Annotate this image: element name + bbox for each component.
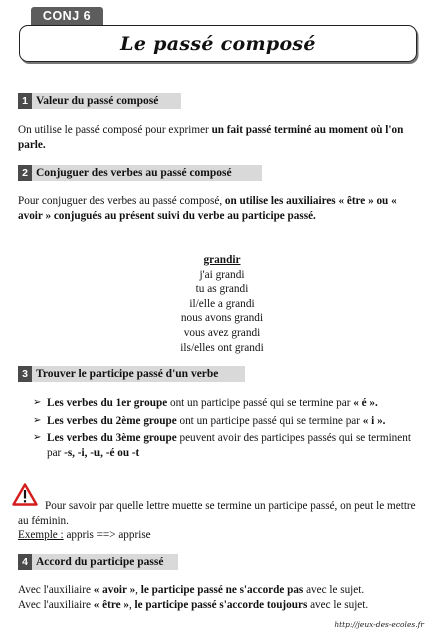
- list-item: [33, 431, 425, 460]
- arrow-bullet-icon: ➢: [33, 414, 42, 426]
- list-item: [33, 414, 425, 429]
- text-normal: ,: [135, 584, 141, 596]
- example-line: [18, 528, 422, 543]
- section-number: 3: [18, 366, 32, 382]
- section-2-text: [18, 194, 422, 223]
- section-title: Trouver le participe passé d'un verbe: [32, 366, 245, 382]
- section-1-text: [18, 123, 422, 152]
- conjugation-line: nous avons grandi: [180, 312, 264, 325]
- section-3-header: [18, 366, 245, 382]
- section-4-line-1: [18, 583, 422, 598]
- section-2-header: [18, 165, 262, 181]
- text-normal: On utilise le passé composé pour exprimer: [18, 124, 212, 136]
- conjugation-line: tu as grandi: [195, 283, 249, 296]
- text-normal: avec le sujet.: [303, 584, 365, 596]
- page-title: Le passé composé: [120, 32, 316, 55]
- section-1-header: [18, 93, 181, 109]
- section-title: Conjuguer des verbes au passé composé: [32, 165, 262, 181]
- text-normal: ,: [128, 599, 135, 611]
- example-label: Exemple :: [18, 529, 64, 541]
- section-title: Valeur du passé composé: [32, 93, 181, 109]
- text-bold: on utilise les auxiliaires « être » ou « avoir » conjugués au présent suivi du verbe au participe passé.: [18, 195, 397, 222]
- footer-url: http://jeux-des-ecoles.fr: [334, 620, 424, 629]
- text-bold: « avoir »: [93, 584, 136, 596]
- text-normal: ont un participe passé qui se termine par: [176, 414, 363, 427]
- text-normal: ont un participe passé qui se termine par: [167, 397, 354, 409]
- section-number: 1: [18, 93, 32, 109]
- title-box: [19, 25, 417, 62]
- text-bold: le participe passé s'accorde toujours: [134, 599, 308, 611]
- text-bold: « être »: [93, 599, 129, 611]
- section-4-line-2: [18, 598, 422, 613]
- conjugation-line: ils/elles ont grandi: [180, 341, 264, 354]
- text-bold: Les verbes du 2ème groupe: [47, 414, 177, 427]
- text-normal: Avec l'auxiliaire: [18, 599, 94, 611]
- section-number: 2: [18, 165, 32, 181]
- text-bold: un fait passé terminé au moment où l'on parle.: [18, 124, 404, 151]
- text-normal: avec le sujet.: [307, 599, 369, 611]
- text-normal: peuvent avoir des participes passés qui se terminent par: [47, 432, 411, 459]
- text-bold: Les verbes du 1er groupe: [47, 397, 168, 409]
- text-bold: « i ».: [362, 414, 386, 427]
- conjugation-block: [0, 253, 444, 355]
- section-4-header: [18, 554, 178, 570]
- section-number: 4: [18, 554, 32, 570]
- arrow-bullet-icon: ➢: [33, 397, 42, 408]
- example-text: appris ==> apprise: [63, 529, 151, 541]
- section-title: Accord du participe passé: [32, 554, 178, 570]
- conjugation-line: vous avez grandi: [183, 326, 261, 339]
- conjugation-verb: grandir: [203, 254, 241, 266]
- text-bold: Les verbes du 3ème groupe: [47, 432, 177, 445]
- arrow-bullet-icon: ➢: [33, 432, 42, 444]
- text-bold: -s, -i, -u, -é ou -t: [64, 446, 140, 459]
- conjugation-line: j'ai grandi: [199, 268, 245, 281]
- conjugation-line: il/elle a grandi: [189, 297, 255, 310]
- text-normal: Pour conjuguer des verbes au passé composé,: [18, 195, 225, 207]
- tip-text: Pour savoir par quelle lettre muette se termine un participe passé, on peut le mettre au féminin.: [18, 500, 416, 527]
- header-tab: CONJ 6: [31, 7, 103, 25]
- text-normal: Avec l'auxiliaire: [18, 584, 94, 596]
- text-bold: « é ».: [353, 397, 378, 409]
- participle-rules-list: [33, 396, 425, 463]
- text-bold: le participe passé ne s'accorde pas: [140, 584, 304, 596]
- list-item: [33, 396, 425, 411]
